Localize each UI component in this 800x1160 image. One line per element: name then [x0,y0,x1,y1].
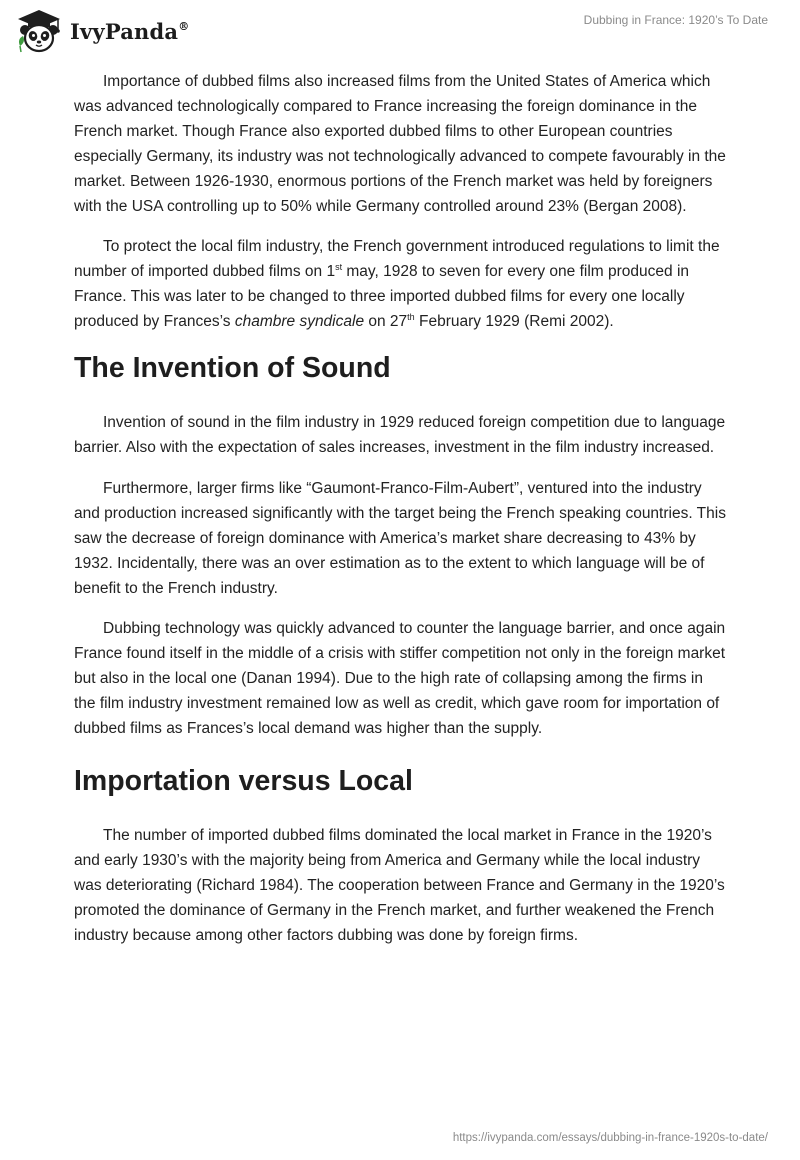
ivypanda-logo[interactable] [14,8,189,54]
section-heading-importation-versus-local: Importation versus Local [74,764,413,797]
page-header [0,0,800,66]
paragraph-1: Importance of dubbed films also increased films from the United States of America which was advanced technologically compared to France increasing the foreign dominance in the French market. Though France also exported dubbed films to other European countries especially Germany, its industry was not technologically advanced to compete favourably in the market. Between 1926-1930, enormous portions of the French market was held by foreigners with the USA controlling up to 50% while Germany controlled around 23% (Bergan 2008). [74,73,726,215]
panda-graduate-icon [14,8,64,54]
paragraph-6: The number of imported dubbed films dominated the local market in France in the 1920’s and early 1930’s with the majority being from America and Germany while the local industry was deteriorating (Richard 1984). The cooperation between France and Germany in the 1920’s promoted the dominance of Germany in the French market, and further weakened the French industry because among other factors dubbing was done by foreign firms. [74,826,725,944]
logo-wordmark: IvyPanda® [70,18,190,44]
essay-body [74,70,726,964]
paragraph-2: To protect the local film industry, the French government introduced regulations to limit the number of imported dubbed films on 1st may, 1928 to seven for every one film produced in France. This was later to be changed to three imported dubbed films for every one locally produced by Frances’s chambre syndicale on 27th February 1929 (Remi 2002). [74,238,720,331]
source-url[interactable]: https://ivypanda.com/essays/dubbing-in-france-1920s-to-date/ [452,1132,768,1144]
paragraph-3: Invention of sound in the film industry in 1929 reduced foreign competition due to language barrier. Also with the expectation of sales increases, investment in the film industry increased. [74,414,726,456]
section-heading-invention-of-sound: The Invention of Sound [74,352,391,385]
paragraph-4: Furthermore, larger firms like “Gaumont-Franco-Film-Aubert”, ventured into the industry and production increased significantly with the target being the French speaking countries. This saw the decrease of foreign dominance with America’s market share decreasing to 43% by 1932. Incidentally, there was an over estimation as to the extent to which language will be of benefit to the French industry. [74,479,726,597]
document-title: Dubbing in France: 1920’s To Date [583,13,768,27]
paragraph-5: Dubbing technology was quickly advanced to counter the language barrier, and once again France found itself in the middle of a crisis with stiffer competition not only in the foreign market but also in the local one (Danan 1994). Due to the high rate of collapsing among the firms in the film industry investment remained low as well as credit, which gave room for importation of dubbed films as Frances’s local demand was higher than the supply. [74,620,726,738]
